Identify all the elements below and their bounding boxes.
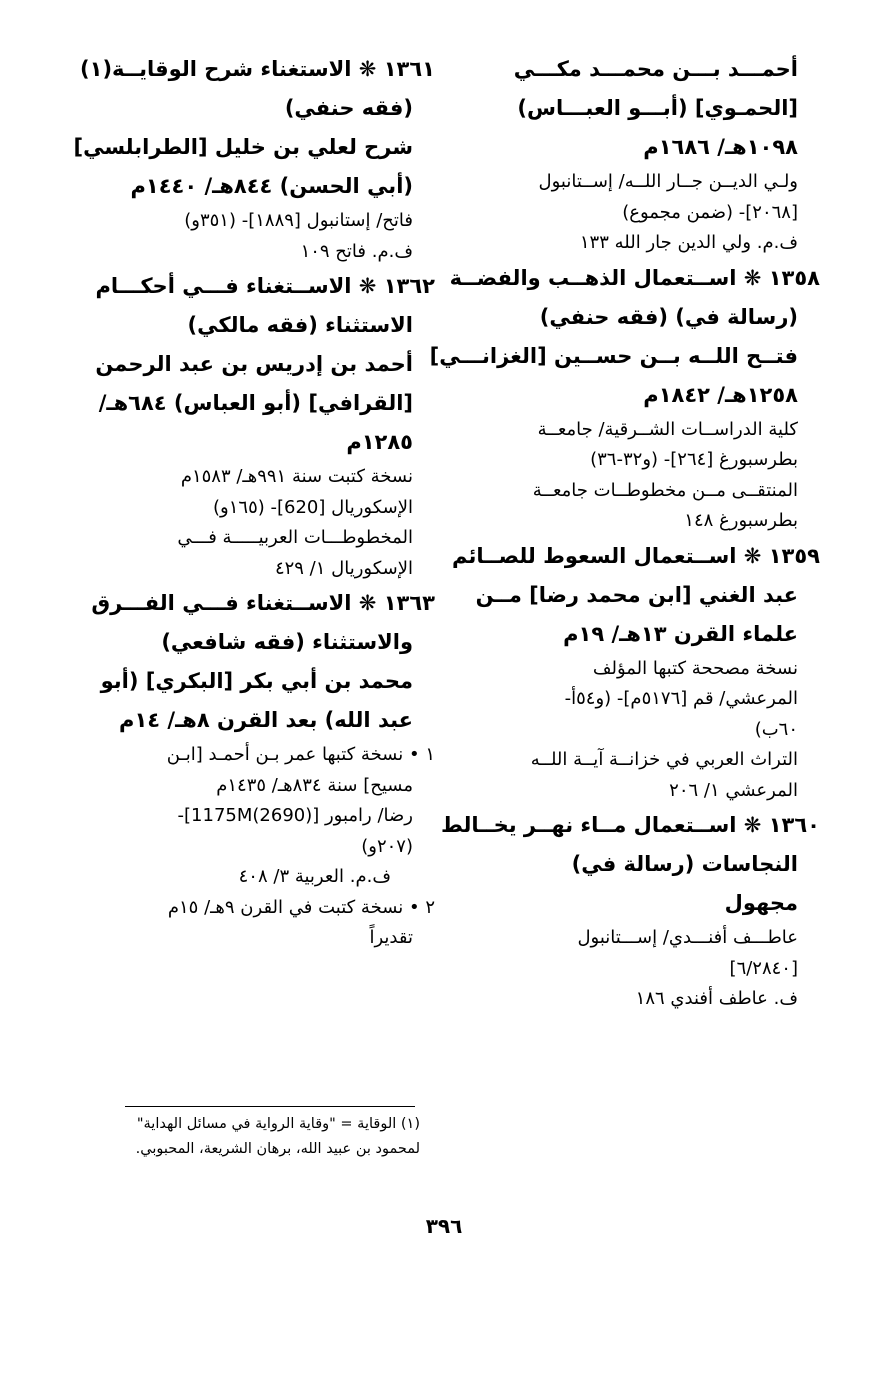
text-line: فتــح اللــه بــن حســين [الغزانـــي]: [429, 343, 798, 368]
text-line: ١٣٥٨ ❋ اســتعمال الذهــب والفضــة: [449, 265, 820, 290]
footnote-line: (١) الوقاية = "وقاية الرواية في مسائل الهداية": [136, 1116, 420, 1132]
text-line: [القرافي] (أبو العباس) ٦٨٤هـ/: [98, 391, 413, 415]
text-line: الإسكوريال ١/ ٤٢٩: [274, 557, 413, 579]
text-line: ف.م. العربية ٣/ ٤٠٨: [238, 866, 391, 887]
right-column: [429, 50, 820, 1015]
text-line: ١٣٦٠ ❋ اســتعمال مــاء نهــر يخــالط: [440, 813, 820, 837]
text-line: والاستثناء (فقه شافعي): [161, 630, 413, 654]
text-line: مجهول: [724, 891, 798, 915]
text-line: نسخة كتبت سنة ٩٩١هـ/ ١٥٨٣م: [180, 466, 413, 487]
text-line: رضا/ رامبور [1175M(2690)]-: [177, 805, 413, 826]
text-line: ف.م. ولي الدين جار الله ١٣٣: [579, 232, 798, 253]
text-line: (رسالة في) (فقه حنفي): [539, 304, 798, 329]
text-line: المرعشي ١/ ٢٠٦: [669, 779, 798, 801]
text-line: المنتقــى مــن مخطوطــات جامعــة: [532, 479, 798, 501]
text-line: التراث العربي في خزانــة آيــة اللــه: [530, 749, 798, 770]
text-line: علماء القرن ١٣هـ/ ١٩م: [563, 621, 798, 646]
text-line: ولـي الديــن جــار اللــه/ إســتانبول: [538, 171, 798, 192]
text-line: أحمـــد بـــن محمـــد مكـــي: [513, 57, 798, 81]
page-number: ٣٩٦: [425, 1214, 463, 1238]
text-line: ١٢٨٥م: [346, 430, 413, 454]
text-line: ٢ • نسخة كتبت في القرن ٩هـ/ ١٥م: [167, 896, 435, 918]
text-line: الإسكوريال [620]- (١٦٥و): [213, 496, 413, 518]
footnote-line: لمحمود بن عبيد الله، برهان الشريعة، المحبوبي.: [135, 1141, 420, 1157]
text-line: النجاسات (رسالة في): [571, 852, 798, 876]
text-line: ١٣٥٩ ❋ اســتعمال السعوط للصــائم: [452, 543, 820, 568]
text-line: (فقه حنفي): [284, 96, 413, 120]
text-line: شرح لعلي بن خليل [الطرابلسي]: [73, 135, 413, 159]
text-line: أحمد بن إدريس بن عبد الرحمن: [95, 352, 413, 376]
text-line: ١٠٩٨هـ/ ١٦٨٦م: [643, 135, 798, 159]
text-line: المرعشي/ قم [٥١٧٦م]- (و٥٤أ-: [564, 688, 798, 709]
text-line: ١٣٦٢ ❋ الاســتغناء فـــي أحكـــام: [95, 274, 435, 298]
text-line: ف. عاطف أفندي ١٨٦: [635, 988, 798, 1009]
text-line: الاستثناء (فقه مالكي): [187, 313, 413, 337]
text-line: عبد الله) بعد القرن ٨هـ/ ١٤م: [119, 708, 413, 732]
text-line: (٢٠٧و): [361, 835, 413, 857]
text-line: تقديراً: [369, 927, 413, 948]
text-line: ١٢٥٨هـ/ ١٨٤٢م: [643, 382, 798, 407]
text-line: عبد الغني [ابن محمد رضا] مــن: [475, 582, 798, 607]
text-line: محمد بن أبي بكر [البكري] (أبو: [100, 669, 413, 693]
text-line: نسخة مصححة كتبها المؤلف: [592, 657, 798, 679]
text-line: [٦/٢٨٤٠]: [729, 957, 798, 979]
text-line: ١٣٦٣ ❋ الاســتغناء فـــي الفـــرق: [91, 591, 435, 615]
text-line: مسيح] سنة ٨٣٤هـ/ ١٤٣٥م: [216, 774, 413, 796]
left-column: [73, 50, 435, 954]
footnote-divider: [125, 1106, 415, 1107]
text-line: عاطـــف أفنـــدي/ إســـتانبول: [577, 927, 798, 948]
text-line: [٢٠٦٨]- (ضمن مجموع): [622, 201, 798, 223]
text-line: كلية الدراســات الشــرقية/ جامعــة: [537, 418, 798, 440]
text-line: ١٣٦١ ❋ الاستغناء شرح الوقايــة(١): [80, 57, 435, 81]
text-line: (أبي الحسن) ٨٤٤هـ/ ١٤٤٠م: [130, 174, 413, 198]
text-line: ٦٠ب): [754, 718, 798, 740]
text-line: فاتح/ إستانبول [١٨٨٩]- (٣٥١و): [184, 210, 413, 231]
text-line: المخطوطـــات العربيـــــة فـــي: [177, 527, 413, 548]
text-line: بطرسبورغ ١٤٨: [684, 510, 798, 531]
text-line: [الحمـوي] (أبـــو العبـــاس): [517, 96, 798, 120]
text-line: بطرسبورغ [٢٦٤]- (و٣٢-٣٦): [590, 449, 798, 470]
text-line: ١ • نسخة كتبها عمر بـن أحمـد [ابـن: [166, 744, 435, 765]
text-line: ف.م. فاتح ١٠٩: [300, 240, 413, 262]
footnote: [100, 1112, 420, 1162]
